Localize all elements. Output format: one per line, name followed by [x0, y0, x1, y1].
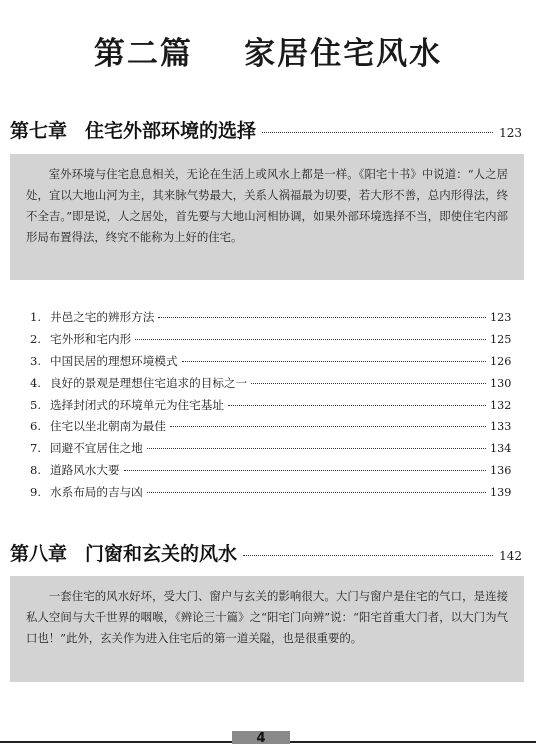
toc-item-number: 6. — [30, 419, 42, 434]
footer-rule-right — [290, 741, 536, 743]
toc-item-leader — [147, 492, 486, 493]
toc-item-leader — [147, 448, 486, 449]
toc-item[interactable] — [30, 309, 510, 331]
chapter-7-intro: 室外环境与住宅息息相关，无论在生活上或风水上都是一样。《阳宅十书》中说道：“人之居处，宜以大地山河为主，其来脉气势最大，关系人祸福最为切要，若大形不善，总内形得法，终不全吉。”即是说，人之居处，首先要与大地山河相协调，如果外部环境选择不当，即使住宅内部形局布置得法，终究不能称为上好的住宅。 — [10, 154, 524, 280]
toc-item-leader — [124, 470, 486, 471]
toc-item-number: 1. — [30, 310, 42, 324]
toc-item[interactable] — [30, 397, 510, 419]
chapter-8-intro: 一套住宅的风水好坏，受大门、窗户与玄关的影响很大。大门与窗户是住宅的气口，是连接私人空间与大千世界的咽喉，《辨论三十篇》之“阳宅门向辨”说：“阳宅首重大门者，以大门为气口也！”此外，玄关作为进入住宅后的第一道关隘，也是很重要的。 — [10, 576, 524, 682]
toc-item-page: 126 — [490, 354, 512, 368]
toc-item-title: 井邑之宅的辨形方法 — [50, 310, 155, 324]
toc-item-page: 132 — [490, 398, 512, 412]
toc-item-leader — [228, 405, 486, 406]
toc-item-leader — [158, 317, 486, 318]
chapter-8-leader — [243, 555, 493, 556]
toc-item[interactable] — [30, 462, 510, 484]
toc-item-number: 9. — [30, 485, 42, 500]
toc-item-leader — [251, 383, 486, 384]
toc-item[interactable] — [30, 375, 510, 397]
chapter-7-label: 第七章 — [10, 120, 68, 142]
toc-item[interactable] — [30, 484, 510, 506]
toc-item-title: 道路风水大要 — [50, 463, 120, 478]
toc-item-number: 5. — [30, 397, 42, 412]
chapter-7-heading — [10, 116, 522, 142]
toc-item[interactable] — [30, 440, 510, 462]
toc-item[interactable] — [30, 418, 510, 440]
chapter-8-heading — [10, 539, 522, 565]
toc-item-number: 3. — [30, 353, 42, 368]
page-number: 4 — [232, 731, 290, 744]
toc-item-title: 水系布局的吉与凶 — [50, 485, 143, 500]
toc-item-title: 住宅以坐北朝南为最佳 — [50, 419, 166, 434]
chapter-8-page: 142 — [499, 549, 522, 563]
chapter-7-page: 123 — [499, 126, 522, 140]
page-title: 第二篇 家居住宅风水 — [93, 36, 443, 72]
toc-item-page: 139 — [490, 486, 512, 500]
toc-item-page: 134 — [490, 442, 512, 456]
toc-item[interactable] — [30, 353, 510, 375]
toc-item-page: 136 — [490, 464, 512, 478]
toc-item-number: 4. — [30, 375, 42, 390]
chapter-7-section-list — [30, 309, 510, 506]
toc-item[interactable] — [30, 331, 510, 353]
toc-item-page: 133 — [490, 420, 512, 434]
toc-item-number: 7. — [30, 441, 42, 456]
toc-item-title: 回避不宜居住之地 — [50, 441, 143, 456]
chapter-8-title: 门窗和玄关的风水 — [85, 543, 238, 565]
chapter-7-title: 住宅外部环境的选择 — [85, 120, 257, 142]
toc-item-number: 2. — [30, 331, 42, 346]
toc-item-page: 125 — [490, 332, 512, 346]
chapter-7-leader — [262, 132, 493, 133]
toc-item-title: 宅外形和宅内形 — [50, 331, 132, 346]
toc-item-leader — [135, 339, 486, 340]
toc-item-page: 130 — [490, 376, 512, 390]
toc-item-page: 123 — [490, 311, 512, 324]
chapter-8-label: 第八章 — [10, 543, 68, 565]
toc-item-number: 8. — [30, 463, 42, 478]
toc-item-leader — [182, 361, 486, 362]
toc-item-leader — [170, 426, 486, 427]
footer-rule-left — [0, 741, 232, 743]
toc-item-title: 选择封闭式的环境单元为住宅基址 — [50, 397, 224, 412]
toc-item-title: 良好的景观是理想住宅追求的目标之一 — [50, 375, 248, 390]
toc-item-title: 中国民居的理想环境模式 — [50, 353, 178, 368]
